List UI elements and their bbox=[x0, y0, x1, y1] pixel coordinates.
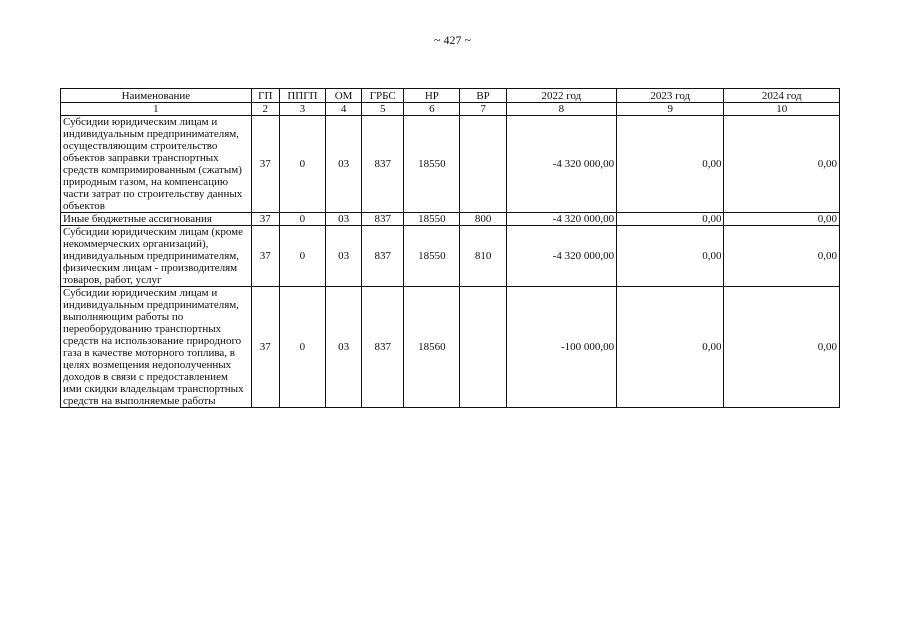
row-nr: 18550 bbox=[404, 226, 460, 287]
row-amount-2024: 0,00 bbox=[724, 287, 840, 408]
row-amount-2024: 0,00 bbox=[724, 226, 840, 287]
header-cell-name: Наименование bbox=[61, 89, 252, 103]
column-number: 4 bbox=[326, 103, 362, 116]
row-vr: 800 bbox=[460, 213, 506, 226]
row-vr bbox=[460, 287, 506, 408]
row-ppgp: 0 bbox=[279, 213, 325, 226]
row-amount-2022: -4 320 000,00 bbox=[506, 213, 616, 226]
header-cell-vr: ВР bbox=[460, 89, 506, 103]
column-number: 10 bbox=[724, 103, 840, 116]
column-number: 8 bbox=[506, 103, 616, 116]
table-row bbox=[61, 213, 840, 226]
row-gp: 37 bbox=[251, 287, 279, 408]
column-number: 6 bbox=[404, 103, 460, 116]
row-om: 03 bbox=[326, 116, 362, 213]
page-number: ~ 427 ~ bbox=[434, 33, 471, 47]
row-grbs: 837 bbox=[362, 213, 404, 226]
row-gp: 37 bbox=[251, 213, 279, 226]
row-om: 03 bbox=[326, 287, 362, 408]
row-amount-2023: 0,00 bbox=[617, 287, 724, 408]
column-number: 1 bbox=[61, 103, 252, 116]
row-ppgp: 0 bbox=[279, 226, 325, 287]
header-row bbox=[61, 89, 840, 103]
budget-table bbox=[60, 88, 840, 408]
row-amount-2022: -4 320 000,00 bbox=[506, 116, 616, 213]
row-ppgp: 0 bbox=[279, 116, 325, 213]
row-name: Субсидии юридическим лицам (кроме некоммерческих организаций), индивидуальным предпринимателям, физическим лицам - производителям товаров, работ, услуг bbox=[61, 226, 252, 287]
row-name: Субсидии юридическим лицам и индивидуальным предпринимателям, осуществляющим строительство объектов заправки транспортных средств компримированным (сжатым) природным газом, на компенсацию части затрат по строительству данных объектов bbox=[61, 116, 252, 213]
row-nr: 18550 bbox=[404, 116, 460, 213]
column-number: 2 bbox=[251, 103, 279, 116]
row-amount-2024: 0,00 bbox=[724, 116, 840, 213]
column-number: 5 bbox=[362, 103, 404, 116]
table-row bbox=[61, 287, 840, 408]
row-ppgp: 0 bbox=[279, 287, 325, 408]
column-number: 7 bbox=[460, 103, 506, 116]
row-amount-2022: -100 000,00 bbox=[506, 287, 616, 408]
header-cell-om: ОМ bbox=[326, 89, 362, 103]
row-gp: 37 bbox=[251, 116, 279, 213]
row-grbs: 837 bbox=[362, 287, 404, 408]
row-amount-2024: 0,00 bbox=[724, 213, 840, 226]
row-amount-2023: 0,00 bbox=[617, 226, 724, 287]
header-cell-gp: ГП bbox=[251, 89, 279, 103]
header-cell-2023: 2023 год bbox=[617, 89, 724, 103]
row-gp: 37 bbox=[251, 226, 279, 287]
row-om: 03 bbox=[326, 226, 362, 287]
column-number-row bbox=[61, 103, 840, 116]
row-amount-2023: 0,00 bbox=[617, 213, 724, 226]
header-cell-2024: 2024 год bbox=[724, 89, 840, 103]
row-nr: 18560 bbox=[404, 287, 460, 408]
row-grbs: 837 bbox=[362, 226, 404, 287]
row-amount-2022: -4 320 000,00 bbox=[506, 226, 616, 287]
column-number: 3 bbox=[279, 103, 325, 116]
column-number: 9 bbox=[617, 103, 724, 116]
header-cell-nr: НР bbox=[404, 89, 460, 103]
row-vr: 810 bbox=[460, 226, 506, 287]
table-row bbox=[61, 116, 840, 213]
header-cell-ppgp: ППГП bbox=[279, 89, 325, 103]
header-cell-grbs: ГРБС bbox=[362, 89, 404, 103]
row-name: Иные бюджетные ассигнования bbox=[61, 213, 252, 226]
row-om: 03 bbox=[326, 213, 362, 226]
row-grbs: 837 bbox=[362, 116, 404, 213]
row-vr bbox=[460, 116, 506, 213]
row-nr: 18550 bbox=[404, 213, 460, 226]
header-cell-2022: 2022 год bbox=[506, 89, 616, 103]
table-row bbox=[61, 226, 840, 287]
row-name: Субсидии юридическим лицам и индивидуальным предпринимателям, выполняющим работы по переоборудованию транспортных средств на использование природного газа в качестве моторного топлива, в целях возмещения недополученных доходов в связи с предоставлением ими скидки владельцам транспортных средств на выполняемые работы bbox=[61, 287, 252, 408]
row-amount-2023: 0,00 bbox=[617, 116, 724, 213]
